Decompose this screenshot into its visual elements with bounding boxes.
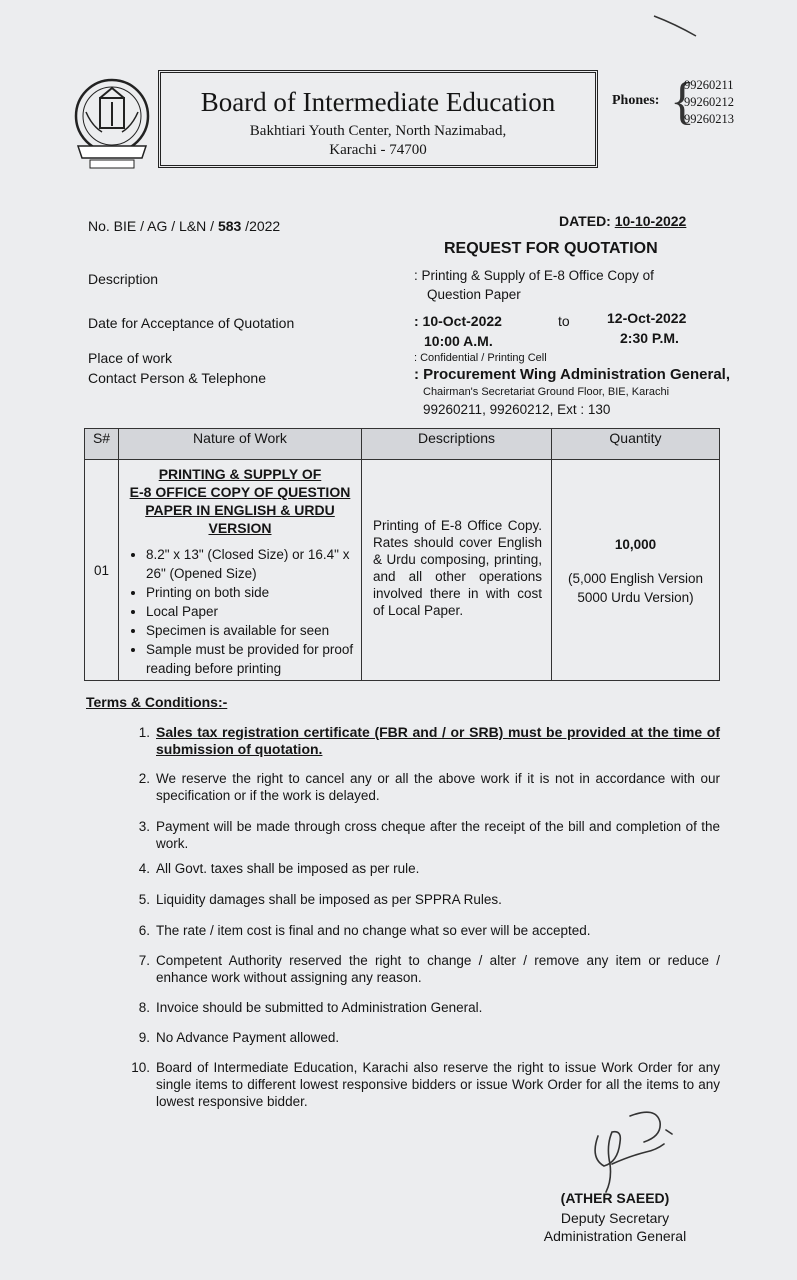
place-of-work-value: : Confidential / Printing Cell bbox=[414, 352, 547, 364]
header-descriptions: Descriptions bbox=[362, 429, 552, 460]
term-text: We reserve the right to cancel any or all the above work if it is not in accordance with our specification or if the work is delayed. bbox=[156, 771, 720, 803]
list-item: • Specimen is available for seen bbox=[146, 621, 360, 640]
phones-label: Phones: bbox=[612, 93, 660, 108]
nature-bullet-list bbox=[120, 545, 360, 678]
term-number: 3. bbox=[138, 819, 150, 834]
term-text: Liquidity damages shall be imposed as per SPPRA Rules. bbox=[156, 892, 502, 907]
term-text: No Advance Payment allowed. bbox=[156, 1030, 340, 1045]
term-number: 8. bbox=[138, 1000, 150, 1015]
signatory-name: (ATHER SAEED) bbox=[560, 1190, 670, 1206]
board-logo-emblem bbox=[72, 76, 152, 176]
description-text: Printing of E-8 Office Copy. Rates should cover English & Urdu composing, printing, and all other operations involved there in with cost of Local Paper. bbox=[373, 518, 542, 618]
phones-brace: { bbox=[670, 73, 695, 130]
cell-quantity bbox=[552, 460, 720, 681]
quantity-block bbox=[553, 535, 718, 607]
nature-title-line: PAPER IN ENGLISH & URDU bbox=[145, 502, 335, 518]
dated bbox=[559, 213, 686, 229]
dated-value: 10-10-2022 bbox=[614, 213, 687, 229]
term-text: Competent Authority reserved the right to change / alter / remove any item or reduce / enhance work without assigning any reason. bbox=[156, 953, 720, 985]
address-line-2: Karachi - 74700 bbox=[329, 142, 427, 158]
term-text: Board of Intermediate Education, Karachi also reserve the right to issue Work Order for any single items to different lowest responsive bidders or issue Work Order for all the items to any lowest responsive bidder. bbox=[156, 1060, 720, 1109]
handwritten-signature bbox=[560, 1106, 690, 1196]
reference-year: /2022 bbox=[241, 218, 281, 234]
signatory-designation: Deputy Secretary bbox=[560, 1210, 670, 1226]
term-number: 5. bbox=[138, 892, 150, 907]
term-text: All Govt. taxes shall be imposed as per rule. bbox=[156, 861, 420, 876]
contact-label: Contact Person & Telephone bbox=[88, 370, 266, 386]
quantity-note-2: 5000 Urdu Version) bbox=[577, 590, 694, 605]
table-header-row bbox=[85, 429, 720, 460]
term-number: 1. bbox=[138, 725, 150, 740]
list-item: • Sample must be provided for proof reading before printing bbox=[146, 640, 360, 678]
list-item: • 8.2" x 13" (Closed Size) or 16.4" x 26" (Opened Size) bbox=[146, 545, 360, 583]
header-sn: S# bbox=[85, 429, 119, 460]
term-number: 9. bbox=[138, 1030, 150, 1045]
cell-description bbox=[362, 460, 552, 681]
cell-sn: 01 bbox=[85, 460, 119, 681]
nature-title bbox=[120, 465, 360, 537]
list-item: • Printing on both side bbox=[146, 583, 360, 602]
reference-number bbox=[88, 218, 280, 234]
reference-serial: 583 bbox=[217, 218, 242, 234]
work-table bbox=[84, 428, 720, 681]
board-title: Board of Intermediate Education bbox=[200, 87, 556, 117]
phone-number-1: 99260211 bbox=[684, 78, 734, 92]
quantity-note-1: (5,000 English Version bbox=[567, 571, 704, 586]
quantity-value: 10,000 bbox=[614, 537, 657, 552]
nature-title-line: E-8 OFFICE COPY OF QUESTION bbox=[129, 484, 351, 500]
dated-label: DATED: bbox=[559, 213, 615, 229]
phone-number-2: 99260212 bbox=[684, 95, 734, 109]
nature-title-line: PRINTING & SUPPLY OF bbox=[158, 466, 322, 482]
acceptance-label: Date for Acceptance of Quotation bbox=[88, 315, 295, 331]
header-nature-of-work: Nature of Work bbox=[119, 429, 362, 460]
pen-mark bbox=[650, 10, 700, 40]
term-text: Payment will be made through cross cheque after the receipt of the bill and completion of the work. bbox=[156, 819, 720, 851]
contact-address: Chairman's Secretariat Ground Floor, BIE, Karachi bbox=[423, 386, 670, 398]
description-value-line2: Question Paper bbox=[427, 287, 521, 302]
description-label: Description bbox=[88, 271, 159, 287]
contact-phones: 99260211, 99260212, Ext : 130 bbox=[423, 402, 611, 417]
acceptance-to-date: 12-Oct-2022 bbox=[607, 310, 687, 326]
document-heading: REQUEST FOR QUOTATION bbox=[444, 240, 658, 257]
term-text: Invoice should be submitted to Administration General. bbox=[156, 1000, 483, 1015]
term-number: 10. bbox=[131, 1060, 150, 1075]
phone-number-3: 99260213 bbox=[684, 112, 734, 126]
term-text: The rate / item cost is final and no change what so ever will be accepted. bbox=[156, 923, 591, 938]
acceptance-to-time: 2:30 P.M. bbox=[620, 330, 679, 346]
description-value-line1: : Printing & Supply of E-8 Office Copy of bbox=[414, 268, 654, 283]
acceptance-from-date: : 10-Oct-2022 bbox=[414, 313, 502, 329]
term-number: 4. bbox=[138, 861, 150, 876]
contact-value: : Procurement Wing Administration General, bbox=[414, 366, 731, 383]
letterhead-title-box bbox=[158, 70, 598, 168]
term-number: 2. bbox=[138, 771, 150, 786]
reference-prefix: No. BIE / AG / L&N / bbox=[88, 218, 218, 234]
term-text: Sales tax registration certificate (FBR and / or SRB) must be provided at the time of submission of quotation. bbox=[156, 724, 720, 757]
signatory-office: Administration General bbox=[543, 1228, 687, 1244]
acceptance-from-time: 10:00 A.M. bbox=[424, 333, 493, 349]
place-of-work-label: Place of work bbox=[88, 350, 173, 366]
cell-nature-of-work bbox=[119, 460, 362, 681]
acceptance-to-word: to bbox=[558, 313, 570, 329]
header-quantity: Quantity bbox=[552, 429, 720, 460]
table-row bbox=[85, 460, 720, 681]
term-number: 6. bbox=[138, 923, 150, 938]
terms-heading: Terms & Conditions:- bbox=[86, 694, 228, 710]
address-line-1: Bakhtiari Youth Center, North Nazimabad, bbox=[249, 123, 507, 139]
nature-title-line: VERSION bbox=[208, 520, 272, 536]
list-item: • Local Paper bbox=[146, 602, 360, 621]
term-number: 7. bbox=[138, 953, 150, 968]
